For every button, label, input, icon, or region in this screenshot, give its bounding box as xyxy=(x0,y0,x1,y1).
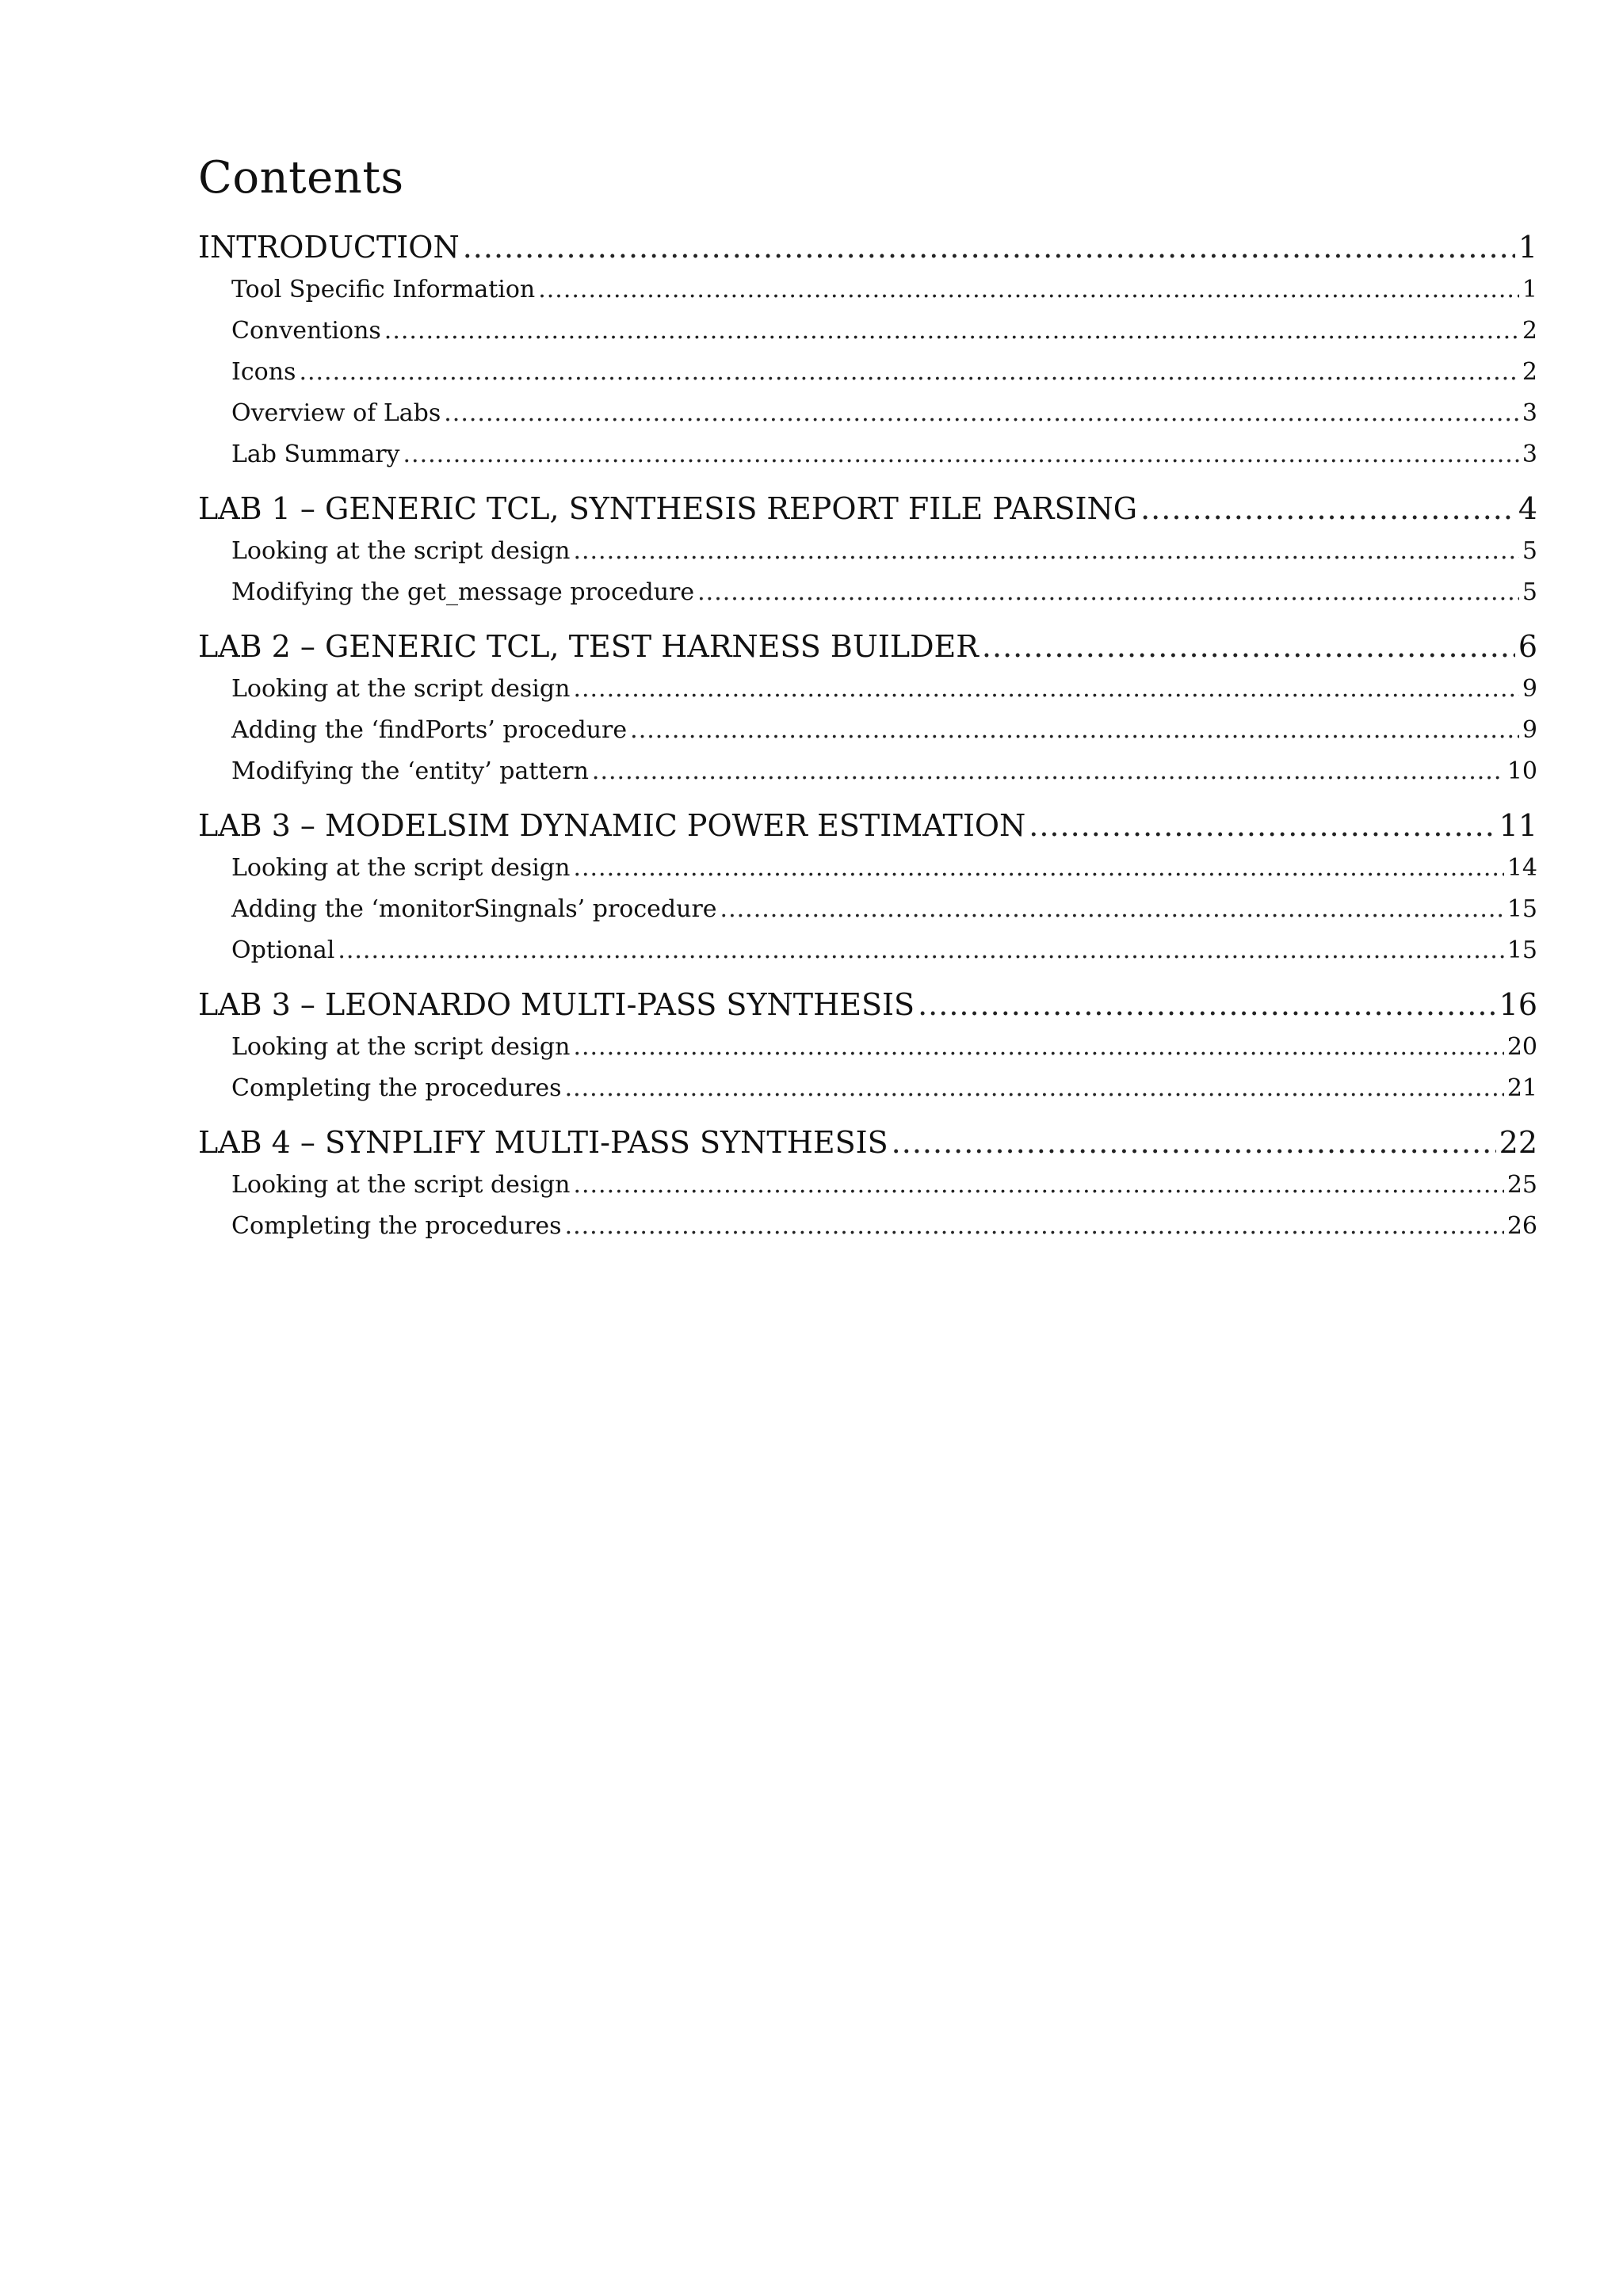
dot-leader xyxy=(573,848,1503,889)
toc-entry-label: Tool Specific Information xyxy=(231,276,536,303)
toc-entry-page-number: 1 xyxy=(1518,230,1537,265)
toc-entry-subsection[interactable] xyxy=(198,751,1537,792)
dot-leader xyxy=(384,311,1519,352)
dot-leader xyxy=(630,710,1519,751)
toc-entry-page-number: 9 xyxy=(1522,716,1537,744)
dot-leader xyxy=(982,624,1515,669)
toc-entry-label: Looking at the script design xyxy=(231,675,571,703)
toc-entry-page-number: 15 xyxy=(1507,895,1537,923)
toc-entry-subsection[interactable] xyxy=(198,669,1537,710)
dot-leader xyxy=(565,1068,1504,1109)
toc-entry-chapter[interactable] xyxy=(198,1120,1537,1165)
toc-entry-subsection[interactable] xyxy=(198,352,1537,393)
toc-section xyxy=(198,486,1537,613)
toc-entry-label: LAB 1 – GENERIC TCL, SYNTHESIS REPORT FILE PARSING xyxy=(198,491,1138,526)
toc-entry-chapter[interactable] xyxy=(198,624,1537,669)
toc-section xyxy=(198,982,1537,1109)
dot-leader xyxy=(573,1165,1503,1206)
toc-entry-page-number: 21 xyxy=(1507,1074,1537,1102)
toc-entry-label: Optional xyxy=(231,936,335,964)
page-title: Contents xyxy=(198,152,404,204)
dot-leader xyxy=(1029,803,1495,848)
dot-leader xyxy=(338,930,1504,971)
toc-entry-subsection[interactable] xyxy=(198,531,1537,572)
toc-entry-label: Looking at the script design xyxy=(231,854,571,882)
toc-entry-page-number: 4 xyxy=(1518,491,1537,526)
toc-entry-page-number: 10 xyxy=(1507,757,1537,785)
toc-entry-page-number: 25 xyxy=(1507,1171,1537,1199)
toc-entry-label: LAB 2 – GENERIC TCL, TEST HARNESS BUILDER xyxy=(198,629,979,664)
toc-entry-subsection[interactable] xyxy=(198,393,1537,434)
dot-leader xyxy=(403,434,1519,475)
toc-entry-label: LAB 3 – LEONARDO MULTI-PASS SYNTHESIS xyxy=(198,987,915,1022)
toc-entry-label: Looking at the script design xyxy=(231,1171,571,1199)
toc-entry-label: Adding the ‘monitorSingnals’ procedure xyxy=(231,895,717,923)
toc-entry-page-number: 6 xyxy=(1518,629,1537,664)
toc-entry-chapter[interactable] xyxy=(198,803,1537,848)
dot-leader xyxy=(1140,486,1515,531)
dot-leader xyxy=(573,531,1518,572)
dot-leader xyxy=(892,1120,1496,1165)
toc-section xyxy=(198,624,1537,792)
toc-entry-page-number: 5 xyxy=(1522,578,1537,606)
toc-entry-page-number: 3 xyxy=(1522,399,1537,427)
dot-leader xyxy=(565,1206,1504,1247)
toc-entry-label: Lab Summary xyxy=(231,441,400,468)
toc-entry-subsection[interactable] xyxy=(198,1206,1537,1247)
toc-entry-page-number: 22 xyxy=(1499,1125,1537,1160)
toc-entry-label: Completing the procedures xyxy=(231,1074,562,1102)
toc-entry-page-number: 1 xyxy=(1522,276,1537,303)
toc-entry-page-number: 15 xyxy=(1507,936,1537,964)
toc-entry-label: Modifying the ‘entity’ pattern xyxy=(231,757,589,785)
dot-leader xyxy=(697,572,1519,613)
toc-entry-page-number: 3 xyxy=(1522,441,1537,468)
toc-entry-label: LAB 4 – SYNPLIFY MULTI-PASS SYNTHESIS xyxy=(198,1125,888,1160)
dot-leader xyxy=(444,393,1519,434)
dot-leader xyxy=(463,225,1515,269)
toc-entry-label: Looking at the script design xyxy=(231,537,571,565)
toc-page xyxy=(198,151,1537,1258)
toc-entry-label: Adding the ‘findPorts’ procedure xyxy=(231,716,628,744)
dot-leader xyxy=(720,889,1504,930)
dot-leader xyxy=(573,1027,1503,1068)
dot-leader xyxy=(918,982,1496,1027)
dot-leader xyxy=(573,669,1518,710)
toc-entry-label: Conventions xyxy=(231,317,381,345)
toc-entry-subsection[interactable] xyxy=(198,848,1537,889)
toc-entry-subsection[interactable] xyxy=(198,434,1537,475)
toc-entry-subsection[interactable] xyxy=(198,710,1537,751)
toc-entry-label: Modifying the get_message procedure xyxy=(231,578,695,606)
toc-entry-page-number: 16 xyxy=(1499,987,1537,1022)
toc-entry-page-number: 11 xyxy=(1499,808,1537,843)
toc-section xyxy=(198,225,1537,475)
toc-entry-page-number: 9 xyxy=(1522,675,1537,703)
toc-entry-subsection[interactable] xyxy=(198,1027,1537,1068)
toc-section xyxy=(198,1120,1537,1247)
toc-section xyxy=(198,803,1537,971)
toc-entry-subsection[interactable] xyxy=(198,1165,1537,1206)
toc-entry-subsection[interactable] xyxy=(198,1068,1537,1109)
toc-entry-label: LAB 3 – MODELSIM DYNAMIC POWER ESTIMATION xyxy=(198,808,1026,843)
table-of-contents xyxy=(198,225,1537,1247)
toc-entry-subsection[interactable] xyxy=(198,269,1537,311)
toc-entry-chapter[interactable] xyxy=(198,982,1537,1027)
dot-leader xyxy=(538,269,1519,311)
toc-entry-subsection[interactable] xyxy=(198,889,1537,930)
toc-entry-subsection[interactable] xyxy=(198,930,1537,971)
toc-entry-label: Icons xyxy=(231,358,296,386)
toc-entry-label: INTRODUCTION xyxy=(198,230,460,265)
toc-entry-label: Looking at the script design xyxy=(231,1033,571,1061)
toc-entry-page-number: 26 xyxy=(1507,1212,1537,1240)
toc-entry-label: Completing the procedures xyxy=(231,1212,562,1240)
dot-leader xyxy=(592,751,1504,792)
toc-entry-label: Overview of Labs xyxy=(231,399,441,427)
toc-entry-page-number: 5 xyxy=(1522,537,1537,565)
toc-entry-chapter[interactable] xyxy=(198,225,1537,269)
toc-entry-subsection[interactable] xyxy=(198,311,1537,352)
toc-entry-page-number: 14 xyxy=(1507,854,1537,882)
toc-entry-page-number: 2 xyxy=(1522,317,1537,345)
dot-leader xyxy=(299,352,1518,393)
toc-entry-subsection[interactable] xyxy=(198,572,1537,613)
toc-entry-page-number: 2 xyxy=(1522,358,1537,386)
toc-entry-chapter[interactable] xyxy=(198,486,1537,531)
toc-entry-page-number: 20 xyxy=(1507,1033,1537,1061)
